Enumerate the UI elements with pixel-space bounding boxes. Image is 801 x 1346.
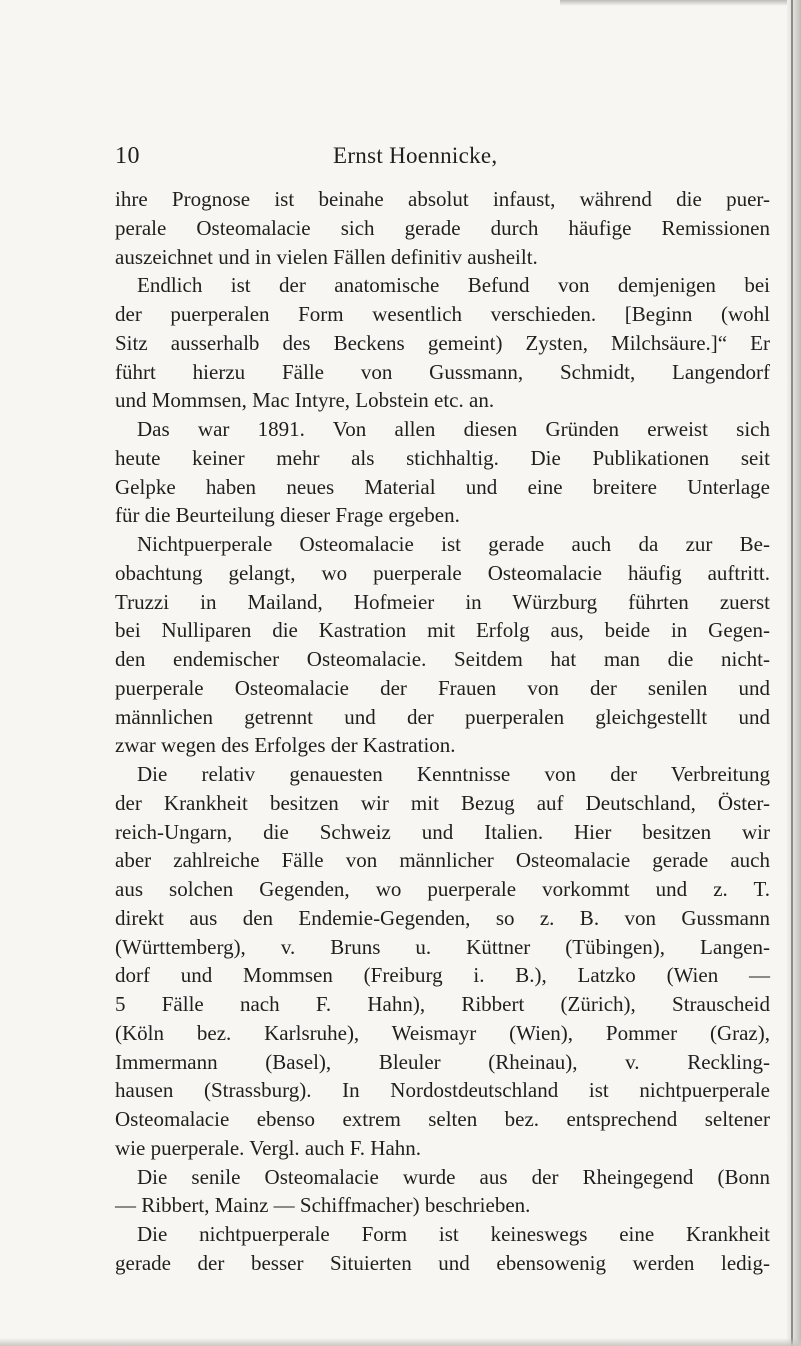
- text-line: bei Nulliparen die Kastration mit Erfolg aus, beide in Gegen-: [115, 618, 770, 643]
- text-line: puerperale Osteomalacie der Frauen von der senilen und: [115, 675, 770, 700]
- text-line: Endlich ist der anatomische Befund von demjenigen bei: [137, 273, 770, 298]
- page-bottom-shadow: [0, 1338, 801, 1346]
- text-line: reich-Ungarn, die Schweiz und Italien. Hier besitzen wir: [115, 819, 770, 844]
- text-line: Osteomalacie ebenso extrem selten bez. entsprechend seltener: [115, 1107, 770, 1131]
- text-line: der puerperalen Form wesentlich verschieden. [Beginn (wohl: [115, 302, 770, 326]
- text-line: gerade der besser Situierten und ebensowenig werden ledig-: [115, 1250, 770, 1275]
- text-line: 5 Fälle nach F. Hahn), Ribbert (Zürich), Strauscheid: [115, 992, 770, 1016]
- text-line: den endemischer Osteomalacie. Seitdem hat man die nicht-: [115, 647, 770, 671]
- text-line: männlichen getrennt und der puerperalen gleichgestellt und: [115, 704, 770, 729]
- page-edge: [787, 0, 801, 1346]
- text-line: Truzzi in Mailand, Hofmeier in Würzburg führten zuerst: [115, 589, 770, 614]
- text-line: perale Osteomalacie sich gerade durch häufige Remissionen: [115, 215, 770, 240]
- text-line: aus solchen Gegenden, wo puerperale vorkommt und z. T.: [115, 877, 770, 901]
- page-number: 10: [115, 143, 140, 169]
- text-line: aber zahlreiche Fälle von männlicher Osteomalacie gerade auch: [115, 848, 770, 873]
- text-line: Die senile Osteomalacie wurde aus der Rheingegend (Bonn: [137, 1164, 770, 1189]
- text-line: dorf und Mommsen (Freiburg i. B.), Latzko (Wien —: [115, 963, 770, 988]
- text-line: hausen (Strassburg). In Nordostdeutschland ist nichtpuerperale: [115, 1078, 770, 1103]
- text-line: direkt aus den Endemie-Gegenden, so z. B. von Gussmann: [115, 905, 770, 930]
- page-edge-line: [791, 0, 793, 1346]
- text-line: Gelpke haben neues Material und eine breitere Unterlage: [115, 474, 770, 499]
- text-line: Sitz ausserhalb des Beckens gemeint) Zysten, Milchsäure.]“ Er: [115, 330, 770, 355]
- text-line: Die nichtpuerperale Form ist keineswegs eine Krankheit: [137, 1222, 770, 1246]
- text-line: auszeichnet und in vielen Fällen definitiv ausheilt.: [115, 244, 538, 269]
- text-line: führt hierzu Fälle von Gussmann, Schmidt, Langendorf: [115, 359, 770, 384]
- text-line: Nichtpuerperale Osteomalacie ist gerade auch da zur Be-: [137, 532, 770, 556]
- text-line: Das war 1891. Von allen diesen Gründen erweist sich: [137, 417, 770, 441]
- text-line: Die relativ genauesten Kenntnisse von der Verbreitung: [137, 762, 770, 786]
- text-line: der Krankheit besitzen wir mit Bezug auf Deutschland, Öster-: [115, 790, 770, 815]
- text-line: (Köln bez. Karlsruhe), Weismayr (Wien), Pommer (Graz),: [115, 1020, 770, 1045]
- text-line: ihre Prognose ist beinahe absolut infaust, während die puer-: [115, 187, 770, 211]
- text-body: [115, 185, 770, 1278]
- text-line: (Württemberg), v. Bruns u. Küttner (Tübingen), Langen-: [115, 934, 770, 959]
- text-line: zwar wegen des Erfolges der Kastration.: [115, 733, 456, 758]
- running-head: [115, 143, 765, 177]
- header-author: Ernst Hoennicke,: [333, 143, 498, 168]
- text-line: wie puerperale. Vergl. auch F. Hahn.: [115, 1135, 422, 1160]
- text-line: — Ribbert, Mainz — Schiffmacher) beschrieben.: [115, 1193, 531, 1218]
- text-line: heute keiner mehr als stichhaltig. Die Publikationen seit: [115, 445, 770, 470]
- text-line: Immermann (Basel), Bleuler (Rheinau), v. Reckling-: [115, 1049, 770, 1074]
- text-line: und Mommsen, Mac Intyre, Lobstein etc. an.: [115, 388, 495, 413]
- text-line: für die Beurteilung dieser Frage ergeben.: [115, 503, 460, 528]
- text-line: obachtung gelangt, wo puerperale Osteomalacie häufig auftritt.: [115, 560, 770, 585]
- page-top-shadow: [560, 0, 801, 6]
